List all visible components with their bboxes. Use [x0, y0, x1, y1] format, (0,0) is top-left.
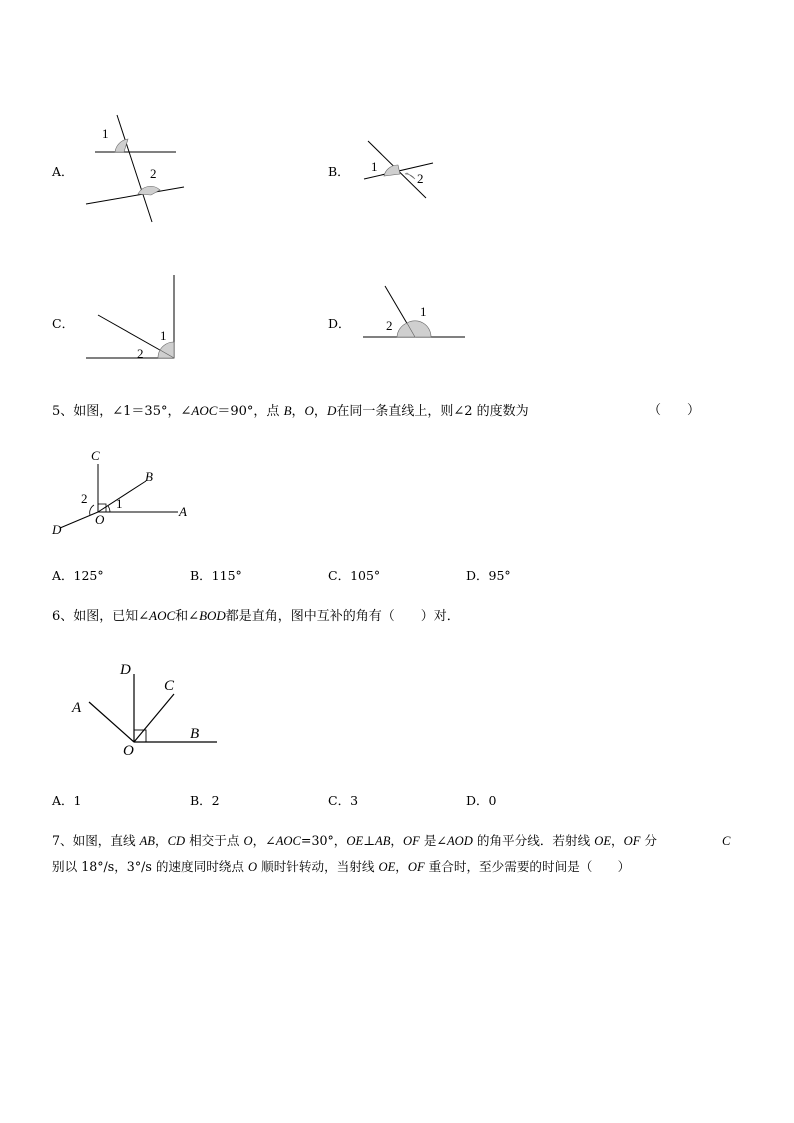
q5-option-a[interactable]: A．125°	[52, 568, 104, 583]
angle-1-label: 1	[116, 496, 123, 511]
angle-1-label: 1	[371, 159, 378, 174]
question-6-text: 6、如图，已知∠AOC和∠BOD都是直角，图中互补的角有（ ）对．	[52, 608, 460, 624]
point-b-label: B	[190, 726, 200, 742]
q5-option-b[interactable]: B．115°	[190, 568, 242, 583]
angle-2-label: 2	[150, 166, 157, 181]
angle-2-label: 2	[386, 318, 393, 333]
q4-option-a-label[interactable]: A．	[52, 164, 74, 179]
question-7-line-2: 别以 18°/s，3°/s 的速度同时绕点 O 顺时针转动，当射线 OE，OF 重合时，至少需要的时间是（ ）	[52, 859, 631, 874]
point-o-label: O	[95, 512, 105, 527]
q5-option-d[interactable]: D．95°	[466, 568, 511, 583]
q4-option-a-figure	[80, 110, 190, 228]
point-d-label: D	[52, 522, 62, 537]
angle-2-label: 2	[417, 171, 424, 186]
question-7-line-1: 7、如图，直线 AB，CD 相交于点 O，∠AOC=30°，OE⊥AB，OF 是∠AOD 的角平分线．若射线 OE，OF 分	[52, 833, 658, 848]
q4-option-b-label[interactable]: B．	[328, 164, 350, 179]
q4-option-b-figure	[360, 135, 440, 203]
point-b-label: B	[145, 469, 153, 484]
q4-option-c-label[interactable]: C．	[52, 316, 75, 331]
point-a-label: A	[179, 504, 187, 519]
answer-paren: （ ）	[648, 403, 701, 418]
point-a-label: A	[72, 700, 82, 716]
q4-option-c-figure	[82, 272, 182, 364]
angle-2-label: 2	[137, 346, 144, 361]
q5-option-c[interactable]: C．105°	[328, 568, 381, 583]
q4-option-d-label[interactable]: D．	[328, 316, 351, 331]
question-5-figure	[48, 444, 198, 540]
angle-1-label: 1	[160, 328, 167, 343]
q4-option-d-figure	[360, 282, 470, 344]
point-o-label: O	[123, 743, 134, 759]
q6-option-b[interactable]: B．2	[190, 793, 220, 808]
point-c-label: C	[164, 678, 175, 694]
point-d-label: D	[120, 662, 131, 678]
angle-1-label: 1	[420, 304, 427, 319]
q6-option-d[interactable]: D．0	[466, 793, 497, 808]
q6-option-a[interactable]: A．1	[52, 793, 82, 808]
angle-1-label: 1	[102, 126, 109, 141]
question-7-line-1-end: C	[722, 834, 731, 848]
point-c-label: C	[91, 448, 100, 463]
question-5-text: 5、如图，∠1＝35°，∠AOC＝90°，点 B，O，D在同一条直线上，则∠2 的度数为	[52, 403, 529, 419]
angle-2-label: 2	[81, 491, 88, 506]
question-6-figure	[62, 656, 232, 762]
q6-option-c[interactable]: C．3	[328, 793, 359, 808]
